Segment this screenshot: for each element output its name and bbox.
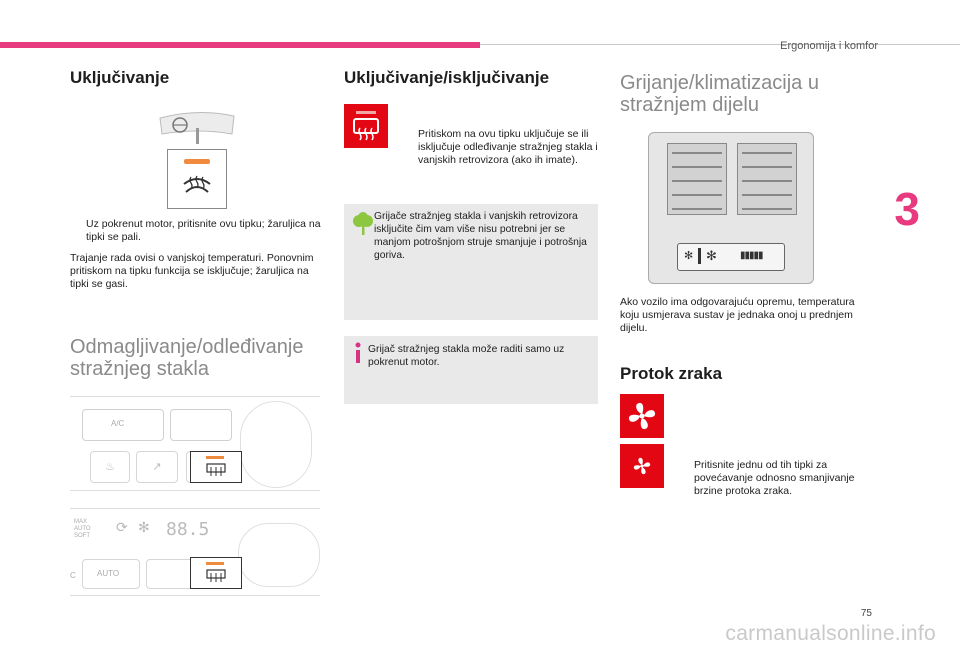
recirculation-icon: ⟳ bbox=[116, 519, 128, 535]
heading-ukljucivanje-iskljucivanje: Uključivanje/isključivanje bbox=[344, 68, 550, 87]
info-note-box bbox=[344, 336, 598, 404]
auto-button: AUTO bbox=[82, 559, 140, 589]
panel-knob bbox=[238, 523, 320, 587]
climate-panel-1-image bbox=[70, 396, 320, 491]
bullet-text: Uz pokrenut motor, pritisnite ovu tipku; žaruljica na tipki se pali. bbox=[86, 218, 321, 243]
eco-note-box bbox=[344, 204, 598, 320]
panel-knob bbox=[240, 401, 312, 488]
indicator-led bbox=[184, 159, 210, 164]
rear-window-defrost-icon bbox=[353, 118, 379, 142]
heading-protok-zraka: Protok zraka bbox=[620, 364, 723, 383]
chapter-number: 3 bbox=[894, 183, 920, 235]
rear-vents-image bbox=[648, 132, 814, 284]
max-label: MAX bbox=[74, 519, 88, 525]
rear-control-strip bbox=[677, 243, 785, 271]
front-defrost-button[interactable] bbox=[167, 149, 227, 209]
fan-high-icon: ✻ bbox=[706, 248, 717, 263]
header-accent-bar bbox=[0, 42, 480, 48]
climate-panel-2-image bbox=[70, 508, 320, 596]
panel-label-c: C bbox=[70, 571, 76, 580]
indicator-led bbox=[206, 562, 224, 565]
rear-window-defrost-icon bbox=[206, 463, 226, 477]
bullet-item bbox=[402, 128, 613, 167]
paragraph: Ako vozilo ima odgovarajuću opremu, temperatura koju usmjerava sustav je jednaka onoj u prednjem dijelu. bbox=[620, 296, 855, 334]
windscreen-defrost-icon bbox=[182, 172, 212, 194]
left-vent-icon bbox=[667, 143, 727, 215]
bullet-text: Pritisnite jednu od tih tipki za povećavanje odnosno smanjivanje brzine protoka zraka. bbox=[694, 459, 855, 497]
seat-heat-button-icon: ♨ bbox=[90, 451, 130, 483]
heading-odmagljivanje: Odmagljivanje/odleđivanje stražnjeg stakla bbox=[70, 336, 304, 380]
fan-large-icon bbox=[626, 400, 658, 432]
auto-label: AUTO bbox=[74, 526, 91, 532]
page-number: 75 bbox=[860, 608, 872, 619]
fan-small-icon bbox=[632, 456, 652, 476]
section-title: Ergonomija i komfor bbox=[780, 40, 878, 52]
info-icon bbox=[352, 342, 364, 364]
rear-window-defrost-icon bbox=[206, 569, 226, 583]
windscreen-sketch-image bbox=[158, 108, 236, 146]
fan-icon: ✻ bbox=[138, 519, 150, 535]
rear-defrost-button-highlight bbox=[190, 451, 242, 483]
right-vent-icon bbox=[737, 143, 797, 215]
bullet-item bbox=[678, 459, 864, 498]
temperature-display: 88.5 bbox=[166, 519, 210, 540]
indicator-led bbox=[356, 111, 376, 114]
header-rule bbox=[480, 44, 960, 45]
heading-ukljucivanje: Uključivanje bbox=[70, 68, 170, 87]
rear-defrost-button-highlight bbox=[190, 557, 242, 589]
watermark: carmanualsonline.info bbox=[725, 622, 936, 645]
rear-defrost-tile bbox=[344, 104, 388, 148]
bullet-text: Pritiskom na ovu tipku uključuje se ili isključuje odleđivanje stražnjeg stakla i vanjskih retrovizora (ako ih imate). bbox=[418, 128, 598, 166]
level-bars-icon: ▮▮▮▮▮ bbox=[740, 250, 763, 261]
fan-low-icon: ✻ bbox=[684, 250, 694, 262]
soft-label: SOFT bbox=[74, 533, 90, 539]
paragraph: Trajanje rada ovisi o vanjskoj temperaturi. Ponovnim pritiskom na tipku funkcija se isključuje; žaruljica na tipki se gasi. bbox=[70, 252, 314, 290]
fan-decrease-tile bbox=[620, 444, 664, 488]
ac-button: A/C bbox=[82, 409, 164, 441]
eco-tree-icon bbox=[352, 212, 374, 236]
bullet-item bbox=[70, 218, 326, 244]
indicator-led bbox=[206, 456, 224, 459]
heading-grijanje: Grijanje/klimatizacija u stražnjem dijelu bbox=[620, 72, 819, 116]
fan-increase-tile bbox=[620, 394, 664, 438]
info-note-text: Grijač stražnjeg stakla može raditi samo uz pokrenut motor. bbox=[368, 344, 565, 368]
eco-note-text: Grijače stražnjeg stakla i vanjskih retrovizora isključite čim vam više nisu potrebni jer se manjom potrošnjom struje smanjuje i potrošnja goriva. bbox=[374, 211, 587, 261]
panel-button-blank bbox=[170, 409, 232, 441]
airflow-button-icon: ↗ bbox=[136, 451, 178, 483]
